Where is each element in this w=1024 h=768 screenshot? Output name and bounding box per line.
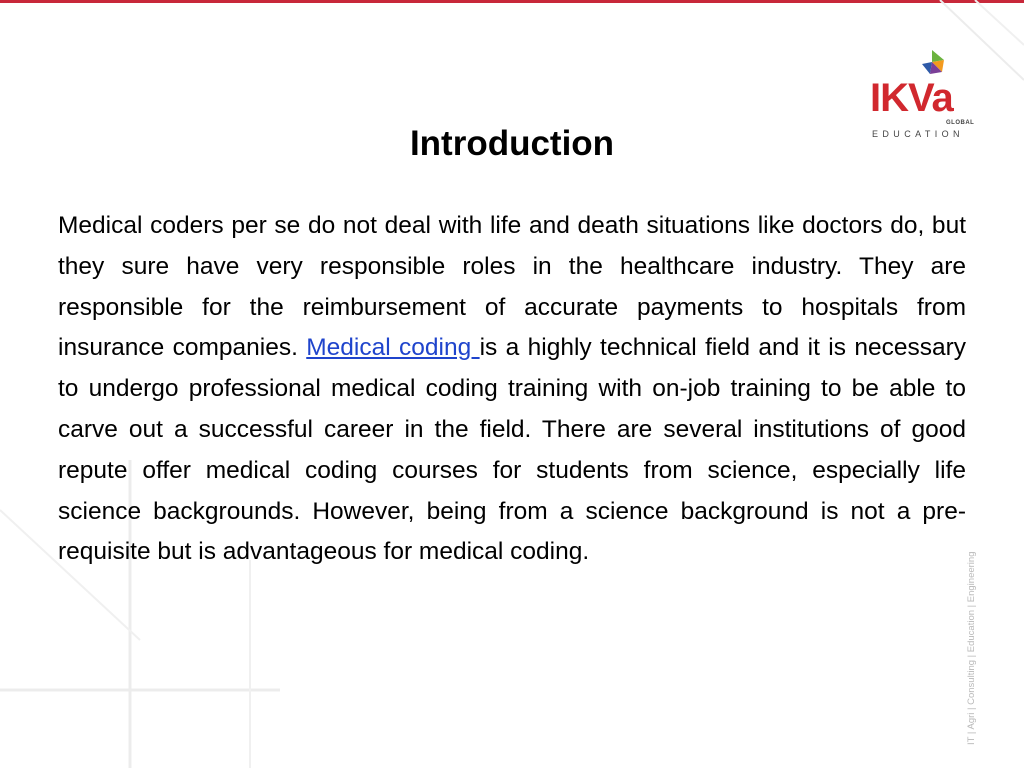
logo-division: EDUCATION: [872, 129, 964, 139]
body-paragraph: [58, 206, 966, 573]
logo-wordmark: IKVa: [870, 76, 953, 120]
medical-coding-link[interactable]: Medical coding: [306, 334, 480, 362]
logo-subbrand: GLOBAL: [946, 120, 975, 126]
body-text-before-link: Medical coders per se do not deal with life and death situations like doctors do, but they sure have very responsible roles in the healthcare industry. They are responsible for the reimbursement of accurate payments to hospitals from insurance companies.: [58, 212, 966, 362]
body-text-after-link: is a highly technical field and it is necessary to undergo professional medical coding training with on-job training to be able to carve out a successful career in the field. There are several institutions of good repute offer medical coding courses for students from science, especially life science backgrounds. However, being from a science background is not a pre-requisite but is advantageous for medical coding.: [58, 334, 966, 566]
slide-title: Introduction: [409, 124, 615, 163]
vertical-side-note: IT | Agri | Consulting | Education | Engineering: [966, 551, 977, 745]
